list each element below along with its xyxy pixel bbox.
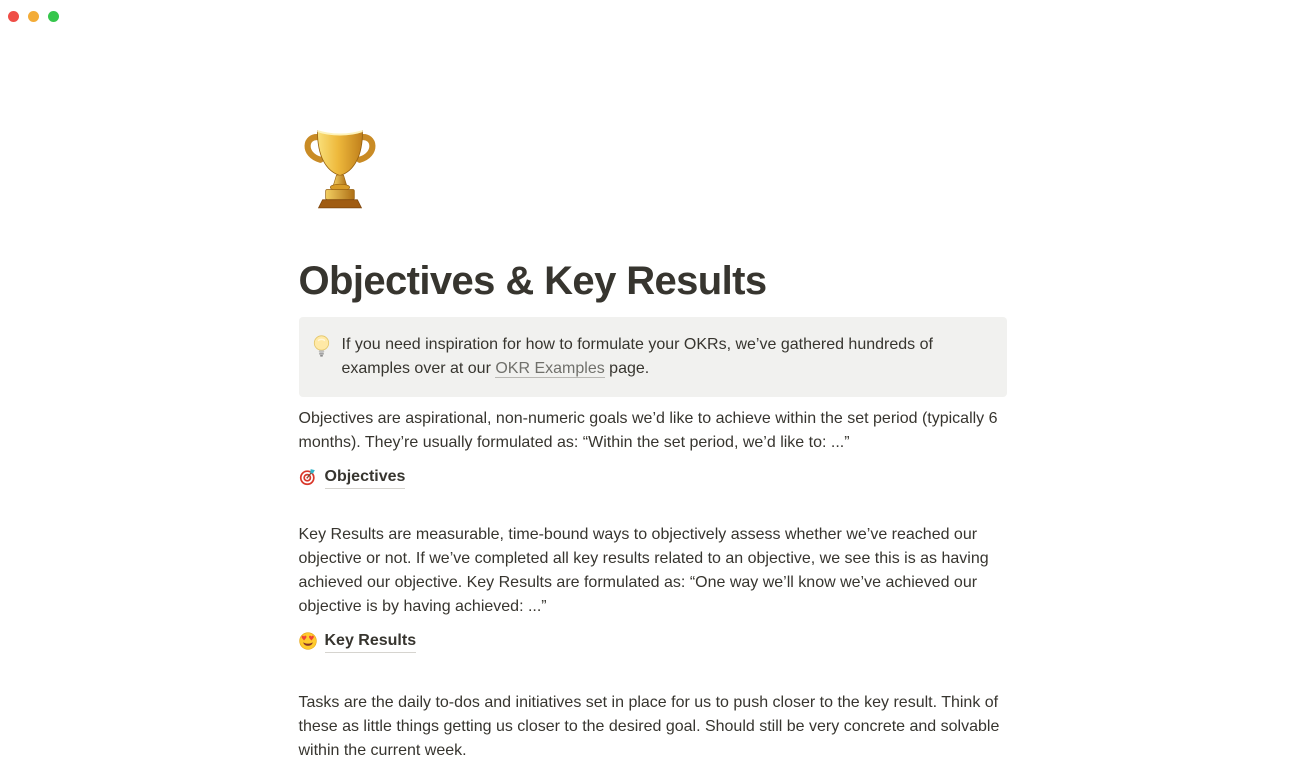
close-button[interactable]	[8, 11, 19, 22]
callout-block	[299, 317, 1007, 397]
callout-text-before: If you need inspiration for how to formulate your OKRs, we’ve gathered hundreds of examples over at our	[341, 336, 933, 377]
page-title[interactable]: Objectives & Key Results	[298, 259, 767, 303]
zoom-button[interactable]	[48, 11, 59, 22]
window-controls	[8, 11, 59, 22]
minimize-button[interactable]	[28, 11, 39, 22]
paragraph-objectives[interactable]: Objectives are aspirational, non-numeric goals we’d like to achieve within the set period (typically 6 months). They’re usually formulated as: “Within the set period, we’d like to: ...”	[298, 410, 998, 451]
lightbulb-icon	[313, 335, 330, 363]
paragraph-tasks[interactable]: Tasks are the daily to-dos and initiatives set in place for us to push closer to the key result. Think of these as little things getting us closer to the desired goal. Should still be very concrete and solvable within the current week.	[298, 694, 1000, 759]
svg-text:♥: ♥	[300, 634, 307, 643]
svg-text:♥: ♥	[307, 634, 314, 643]
page-link-key-results[interactable]	[299, 629, 417, 653]
callout-text-after: page.	[604, 360, 650, 377]
trophy-icon[interactable]	[301, 128, 379, 212]
okr-examples-link[interactable]: OKR Examples	[495, 360, 605, 377]
paragraph-key-results[interactable]: Key Results are measurable, time-bound ways to objectively assess whether we’ve reached our objective or not. If we’ve completed all key results related to an objective, we see this is as having achieved our objective. Key Results are formulated as: “One way we’ll know we’ve achieved our objective is by having achieved: ...”	[298, 526, 989, 615]
page-link-label: Objectives	[325, 466, 406, 489]
window-titlebar	[0, 0, 1305, 32]
callout-text[interactable]	[342, 333, 991, 381]
page-content	[299, 32, 1007, 763]
dart-icon	[299, 468, 317, 486]
page-link-label: Key Results	[325, 630, 417, 653]
page-link-objectives[interactable]	[299, 465, 406, 489]
heart-eyes-icon	[299, 632, 317, 650]
